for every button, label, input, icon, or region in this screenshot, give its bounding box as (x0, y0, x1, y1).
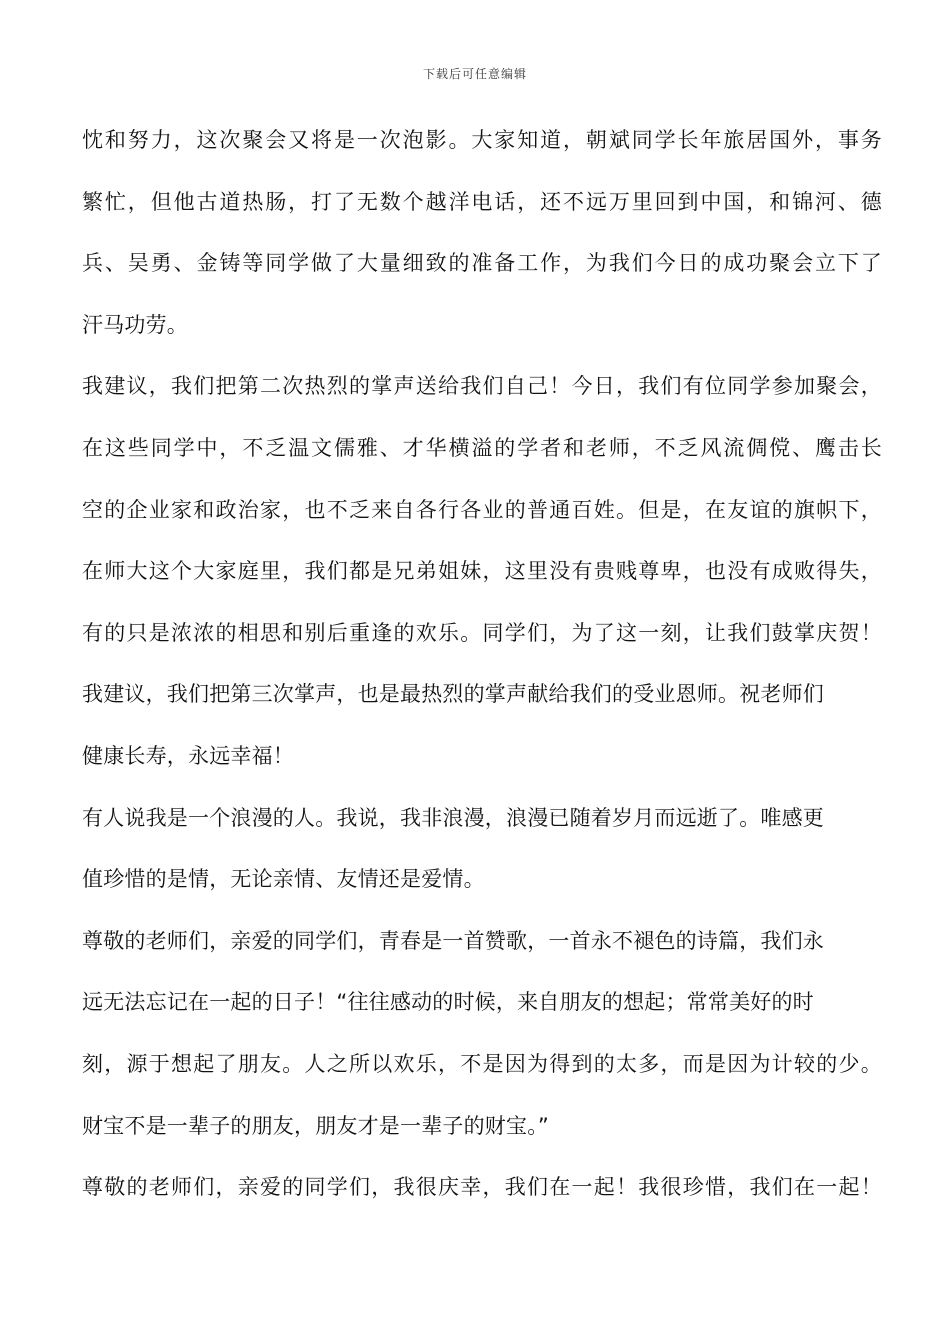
text-line: 有的只是浓浓的相思和别后重逢的欢乐。同学们，为了这一刻，让我们鼓掌庆贺！ (82, 620, 882, 645)
text-line: 健康长寿，永远幸福！ (82, 743, 294, 768)
text-line: 我建议，我们把第二次热烈的掌声送给我们自己！今日，我们有位同学参加聚会， (82, 374, 882, 399)
text-line: 忱和努力，这次聚会又将是一次泡影。大家知道，朝斌同学长年旅居国外，事务 (82, 128, 882, 152)
text-line: 我建议，我们把第三次掌声，也是最热烈的掌声献给我们的受业恩师。祝老师们 (82, 682, 824, 707)
text-line: 空的企业家和政治家，也不乏来自各行各业的普通百姓。但是，在友谊的旗帜下， (82, 497, 882, 522)
text-line: 有人说我是一个浪漫的人。我说，我非浪漫，浪漫已随着岁月而远逝了。唯感更 (82, 805, 824, 830)
text-line: 在这些同学中，不乏温文儒雅、才华横溢的学者和老师，不乏风流倜傥、鹰击长 (82, 435, 882, 460)
text-line: 值珍惜的是情，无论亲情、友情还是爱情。 (82, 867, 485, 892)
text-line: 尊敬的老师们，亲爱的同学们，我很庆幸，我们在一起！我很珍惜，我们在一起！ (82, 1175, 882, 1200)
text-line: 在师大这个大家庭里，我们都是兄弟姐妹，这里没有贵贱尊卑，也没有成败得失， (82, 559, 882, 584)
text-line: 财宝不是一辈子的朋友，朋友才是一辈子的财宝。” (82, 1113, 549, 1138)
text-line: 兵、吴勇、金铸等同学做了大量细致的准备工作，为我们今日的成功聚会立下了 (82, 251, 882, 276)
text-line: 远无法忘记在一起的日子！“往往感动的时候，来自朋友的想起；常常美好的时 (82, 990, 814, 1015)
text-line: 刻，源于想起了朋友。人之所以欢乐，不是因为得到的太多，而是因为计较的少。 (82, 1051, 882, 1076)
document-body (82, 110, 882, 1219)
text-line: 汗马功劳。 (82, 312, 188, 337)
text-line: 繁忙，但他古道热肠，打了无数个越洋电话，还不远万里回到中国，和锦河、德 (82, 189, 882, 214)
text-line: 尊敬的老师们，亲爱的同学们，青春是一首赞歌，一首永不褪色的诗篇，我们永 (82, 928, 824, 953)
header-note: 下载后可任意编辑 (422, 67, 527, 81)
